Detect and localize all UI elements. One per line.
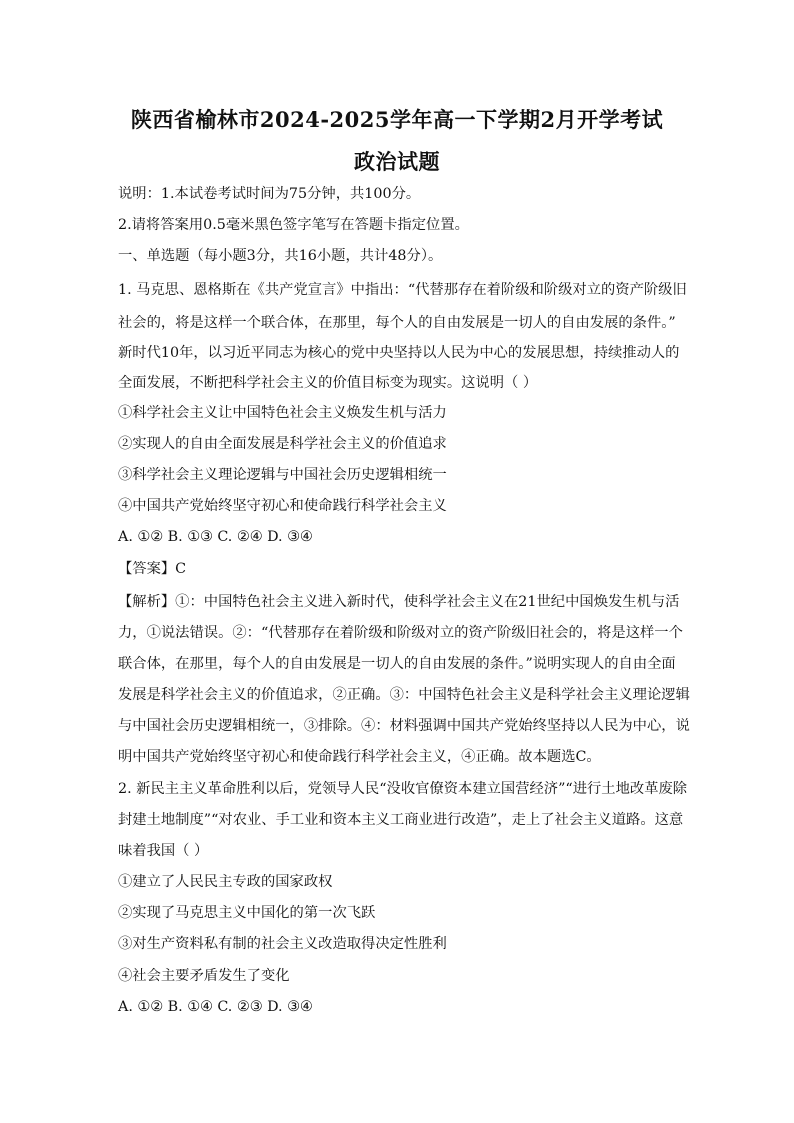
question-stem: 味着我国（ ） xyxy=(118,843,209,859)
section-heading: 一、单选题（每小题3分，共16小题，共计48分）。 xyxy=(118,248,443,264)
exam-title: 陕西省榆林市2024-2025学年高一下学期2月开学考试 xyxy=(130,107,664,132)
question-option: ①建立了人民民主专政的国家政权 xyxy=(118,874,333,890)
analysis-line: 【解析】①：中国特色社会主义进入新时代，使科学社会主义在21世纪中国焕发生机与活 xyxy=(118,594,680,610)
question-stem: 1. 马克思、恩格斯在《共产党宣言》中指出：“代替那存在着阶级和阶级对立的资产阶级旧 xyxy=(118,282,687,298)
question-stem: 2. 新民主主义革命胜利以后，党领导人民“没收官僚资本建立国营经济”“进行土地改革废除 xyxy=(118,781,688,797)
analysis-line: 力，①说法错误。②：“代替那存在着阶级和阶级对立的资产阶级旧社会的，将是这样一个 xyxy=(118,625,683,641)
question-option: ③科学社会主义理论逻辑与中国社会历史逻辑相统一 xyxy=(118,467,447,483)
question-choices: A. ①② B. ①③ C. ②④ D. ③④ xyxy=(118,529,313,545)
question-stem: 社会的，将是这样一个联合体，在那里，每个人的自由发展是一切人的自由发展的条件。” xyxy=(118,315,676,331)
question-stem: 新时代10年，以习近平同志为核心的党中央坚持以人民为中心的发展思想，持续推动人的 xyxy=(118,345,680,361)
analysis-line: 明中国共产党始终坚守初心和使命践行科学社会主义，④正确。故本题选C。 xyxy=(118,749,601,765)
instruction-line: 说明：1.本试卷考试时间为75分钟，共100分。 xyxy=(118,186,421,202)
question-option: ④中国共产党始终坚守初心和使命践行科学社会主义 xyxy=(118,498,447,514)
question-option: ③对生产资料私有制的社会主义改造取得决定性胜利 xyxy=(118,936,447,952)
question-option: ②实现人的自由全面发展是科学社会主义的价值追求 xyxy=(118,436,447,452)
exam-subtitle: 政治试题 xyxy=(354,149,440,174)
question-stem: 封建土地制度”“对农业、手工业和资本主义工商业进行改造”，走上了社会主义道路。这意 xyxy=(118,812,684,828)
analysis-line: 发展是科学社会主义的价值追求，②正确。③：中国特色社会主义是科学社会主义理论逻辑 xyxy=(118,687,690,703)
analysis-line: 与中国社会历史逻辑相统一，③排除。④：材料强调中国共产党始终坚持以人民为中心，说 xyxy=(118,718,690,734)
instruction-line: 2.请将答案用0.5毫米黑色签字笔写在答题卡指定位置。 xyxy=(118,217,469,233)
question-stem: 全面发展，不断把科学社会主义的价值目标变为现实。这说明（ ） xyxy=(118,375,538,391)
answer-line: 【答案】C xyxy=(118,561,187,577)
question-choices: A. ①② B. ①④ C. ②③ D. ③④ xyxy=(118,999,313,1015)
question-option: ④社会主要矛盾发生了变化 xyxy=(118,968,290,984)
analysis-line: 联合体，在那里，每个人的自由发展是一切人的自由发展的条件。”说明实现人的自由全面 xyxy=(118,656,676,672)
question-option: ②实现了马克思主义中国化的第一次飞跃 xyxy=(118,905,376,921)
question-option: ①科学社会主义让中国特色社会主义焕发生机与活力 xyxy=(118,405,447,421)
